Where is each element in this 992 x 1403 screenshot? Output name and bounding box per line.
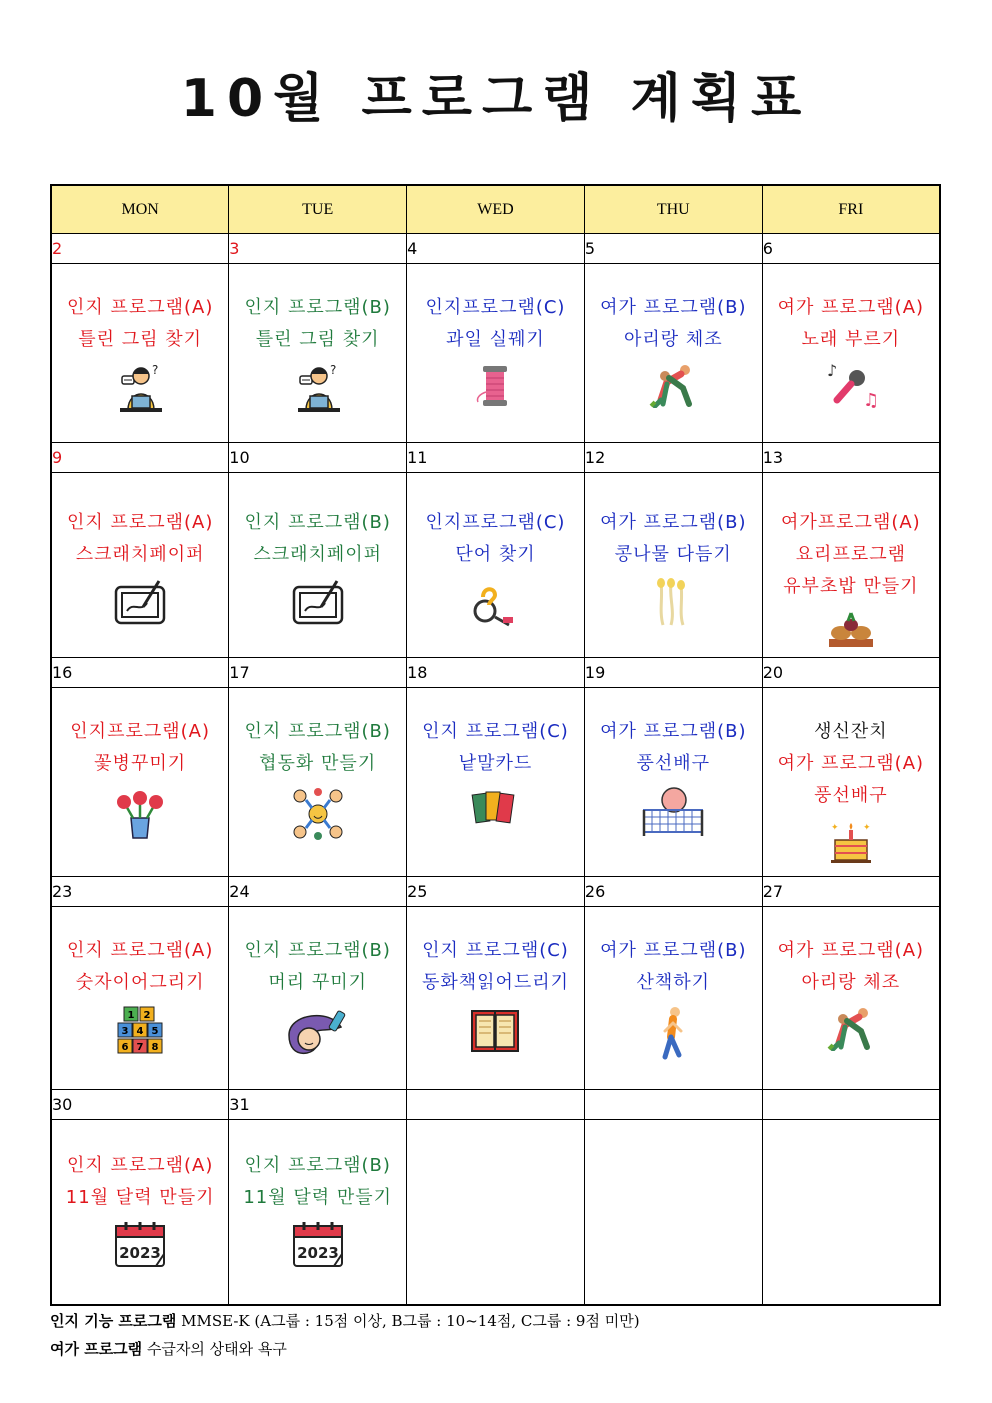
program-category: 인지 프로그램(B) <box>244 512 391 533</box>
svg-text:✦: ✦ <box>862 823 871 833</box>
date-row <box>51 443 940 473</box>
book-icon <box>407 1005 584 1061</box>
date-cell <box>584 443 762 473</box>
footer-leisure-label: 여가 프로그램 <box>50 1340 143 1358</box>
program-cell <box>407 264 585 443</box>
date-cell <box>229 443 407 473</box>
date-number: 9 <box>52 448 63 467</box>
program-cell <box>762 264 940 443</box>
calendar-year: 2023 <box>296 1244 339 1262</box>
weekday-header: WED <box>407 185 585 234</box>
svg-text:7: 7 <box>136 1042 144 1053</box>
program-category: 인지 프로그램(A) <box>66 512 214 533</box>
svg-text:2: 2 <box>143 1010 151 1021</box>
program-category: 인지 프로그램(C) <box>422 721 569 742</box>
flower-vase-icon <box>52 786 228 846</box>
page-title: 10월 프로그램 계획표 <box>180 69 812 129</box>
date-number: 30 <box>52 1095 73 1114</box>
program-cell <box>229 1120 407 1306</box>
program-activity: 숫자이어그리기 <box>75 972 205 993</box>
person-thinking-icon <box>52 362 228 418</box>
program-cell <box>51 264 229 443</box>
date-number: 24 <box>229 882 250 901</box>
program-cell <box>51 473 229 658</box>
date-number: 5 <box>584 239 596 258</box>
program-category: 인지프로그램(C) <box>425 512 566 533</box>
drawing-tablet-icon <box>52 577 228 631</box>
date-number: 20 <box>762 663 784 682</box>
weekday-header: THU <box>584 185 762 234</box>
program-category: 인지 프로그램(C) <box>422 940 569 961</box>
date-cell <box>762 234 940 264</box>
date-number: 16 <box>52 663 73 682</box>
date-number: 18 <box>407 663 428 682</box>
date-cell <box>51 443 229 473</box>
sushi-icon <box>763 609 939 657</box>
program-cell <box>584 907 762 1090</box>
date-cell <box>407 443 585 473</box>
program-cell <box>584 473 762 658</box>
program-category: 인지 프로그램(B) <box>244 721 391 742</box>
program-category: 여가 프로그램(B) <box>600 512 747 533</box>
program-activity: 여가 프로그램(A) <box>777 753 925 774</box>
program-cell <box>762 907 940 1090</box>
date-cell <box>584 1090 762 1120</box>
number-blocks-icon <box>52 1005 228 1061</box>
date-number: 4 <box>407 239 418 258</box>
program-cell <box>407 1120 585 1306</box>
date-number: 13 <box>762 448 784 467</box>
exercise-icon <box>763 1005 939 1055</box>
date-cell <box>584 877 762 907</box>
svg-text:♪: ♪ <box>826 362 838 380</box>
footer-leisure-text: 수급자의 상태와 욕구 <box>142 1340 287 1358</box>
program-cell <box>229 473 407 658</box>
date-cell <box>584 658 762 688</box>
program-cell <box>584 264 762 443</box>
program-category: 여가 프로그램(B) <box>600 940 747 961</box>
date-cell <box>762 1090 940 1120</box>
drawing-tablet-icon <box>229 577 406 631</box>
program-cell <box>51 907 229 1090</box>
program-activity: 아리랑 체조 <box>623 329 723 350</box>
weekday-header-row <box>51 185 940 234</box>
footer-cognitive-text: MMSE-K (A그룹 : 15점 이상, B그룹 : 10~14점, C그룹 : 9점 미만) <box>176 1312 640 1330</box>
date-number: 26 <box>584 882 606 901</box>
date-number: 17 <box>229 663 250 682</box>
date-row <box>51 234 940 264</box>
program-activity: 협동화 만들기 <box>259 753 377 774</box>
program-category: 여가 프로그램(A) <box>777 297 925 318</box>
program-activity: 요리프로그램 <box>795 544 906 565</box>
program-category: 인지 프로그램(B) <box>244 940 391 961</box>
hair-brush-icon <box>229 1005 406 1063</box>
svg-text:?: ? <box>329 363 337 377</box>
program-row <box>51 1120 940 1306</box>
date-cell <box>229 1090 407 1120</box>
svg-text:4: 4 <box>136 1026 144 1037</box>
date-cell <box>51 234 229 264</box>
program-activity: 노래 부르기 <box>801 329 901 350</box>
search-word-icon <box>407 577 584 633</box>
date-number: 25 <box>407 882 428 901</box>
program-category: 인지 프로그램(A) <box>66 297 214 318</box>
date-cell <box>407 1090 585 1120</box>
program-activity: 스크래치페이퍼 <box>75 544 205 565</box>
exercise-icon <box>585 362 762 412</box>
svg-text:8: 8 <box>151 1042 159 1053</box>
date-number: 3 <box>229 239 240 258</box>
program-category: 인지프로그램(A) <box>70 721 210 742</box>
date-cell <box>229 234 407 264</box>
program-activity: 산책하기 <box>636 972 711 993</box>
program-activity: 동화책읽어드리기 <box>421 972 570 993</box>
program-cell <box>229 907 407 1090</box>
date-cell <box>51 877 229 907</box>
weekday-header: MON <box>51 185 229 234</box>
date-number: 27 <box>762 882 784 901</box>
footer-cognitive-label: 인지 기능 프로그램 <box>50 1312 177 1330</box>
svg-text:1: 1 <box>127 1010 135 1021</box>
date-number: 2 <box>52 239 63 258</box>
date-row <box>51 1090 940 1120</box>
date-cell <box>51 658 229 688</box>
date-cell <box>762 877 940 907</box>
program-category: 인지 프로그램(A) <box>66 940 214 961</box>
program-activity: 꽃병꾸미기 <box>94 753 187 774</box>
date-cell <box>762 443 940 473</box>
microphone-icon <box>763 362 939 414</box>
svg-text:3: 3 <box>121 1026 129 1037</box>
program-cell <box>229 688 407 877</box>
program-activity: 풍선배구 <box>814 785 888 806</box>
svg-text:5: 5 <box>151 1026 159 1037</box>
program-activity: 11월 달력 만들기 <box>243 1187 393 1208</box>
thread-spool-icon <box>407 362 584 414</box>
program-activity: 단어 찾기 <box>455 544 536 565</box>
program-cell <box>762 688 940 877</box>
program-category: 인지프로그램(C) <box>425 297 566 318</box>
program-cell <box>229 264 407 443</box>
walking-icon <box>585 1005 762 1065</box>
cards-icon <box>407 786 584 834</box>
program-cell <box>584 688 762 877</box>
date-number: 12 <box>584 448 606 467</box>
program-activity: 스크래치페이퍼 <box>253 544 383 565</box>
svg-text:?: ? <box>152 363 159 377</box>
program-activity: 틀린 그림 찾기 <box>78 329 203 350</box>
program-row <box>51 907 940 1090</box>
program-activity: 11월 달력 만들기 <box>65 1187 215 1208</box>
program-category: 인지 프로그램(B) <box>244 297 391 318</box>
program-activity: 유부초밥 만들기 <box>783 576 919 597</box>
date-row <box>51 658 940 688</box>
calendar-year: 2023 <box>119 1244 162 1262</box>
date-number: 6 <box>762 239 773 258</box>
program-activity: 아리랑 체조 <box>801 972 901 993</box>
program-row <box>51 264 940 443</box>
date-cell <box>584 234 762 264</box>
program-category: 여가프로그램(A) <box>781 512 921 533</box>
program-category: 여가 프로그램(A) <box>777 940 925 961</box>
date-number: 19 <box>584 663 606 682</box>
program-cell <box>51 688 229 877</box>
date-row <box>51 877 940 907</box>
date-cell <box>762 658 940 688</box>
date-cell <box>229 877 407 907</box>
program-cell <box>407 688 585 877</box>
calendar-icon <box>229 1220 406 1274</box>
program-cell <box>762 1120 940 1306</box>
svg-text:✦: ✦ <box>830 823 839 833</box>
svg-text:6: 6 <box>121 1042 129 1053</box>
teamwork-icon <box>229 786 406 846</box>
program-activity: 머리 꾸미기 <box>268 972 368 993</box>
program-activity: 풍선배구 <box>636 753 711 774</box>
weekday-header: TUE <box>229 185 407 234</box>
date-number: 10 <box>229 448 250 467</box>
date-cell <box>407 658 585 688</box>
program-activity: 틀린 그림 찾기 <box>255 329 380 350</box>
date-number: 31 <box>229 1095 250 1114</box>
date-number: 23 <box>52 882 73 901</box>
footer-line-cognitive <box>50 1310 640 1331</box>
program-category: 여가 프로그램(B) <box>600 297 747 318</box>
weekday-header: FRI <box>762 185 940 234</box>
program-cell <box>407 907 585 1090</box>
date-cell <box>407 877 585 907</box>
program-cell <box>584 1120 762 1306</box>
date-cell <box>51 1090 229 1120</box>
svg-text:♫: ♫ <box>862 390 879 410</box>
bean-sprout-icon <box>585 577 762 631</box>
person-thinking-icon <box>229 362 406 418</box>
program-row <box>51 688 940 877</box>
program-cell <box>762 473 940 658</box>
birthday-cake-icon <box>763 818 939 870</box>
program-cell <box>407 473 585 658</box>
calendar-table <box>50 184 941 1306</box>
date-cell <box>407 234 585 264</box>
date-number: 11 <box>407 448 428 467</box>
program-cell <box>51 1120 229 1306</box>
program-activity: 낱말카드 <box>458 753 533 774</box>
program-activity: 과일 실꿰기 <box>446 329 545 350</box>
program-category: 인지 프로그램(B) <box>244 1155 391 1176</box>
volleyball-net-icon <box>585 786 762 842</box>
program-category: 인지 프로그램(A) <box>66 1155 214 1176</box>
footer-line-leisure <box>50 1338 287 1359</box>
program-row <box>51 473 940 658</box>
calendar-icon <box>52 1220 228 1274</box>
program-category: 생신잔치 <box>814 721 888 742</box>
date-cell <box>229 658 407 688</box>
program-category: 여가 프로그램(B) <box>600 721 747 742</box>
program-activity: 콩나물 다듬기 <box>614 544 732 565</box>
